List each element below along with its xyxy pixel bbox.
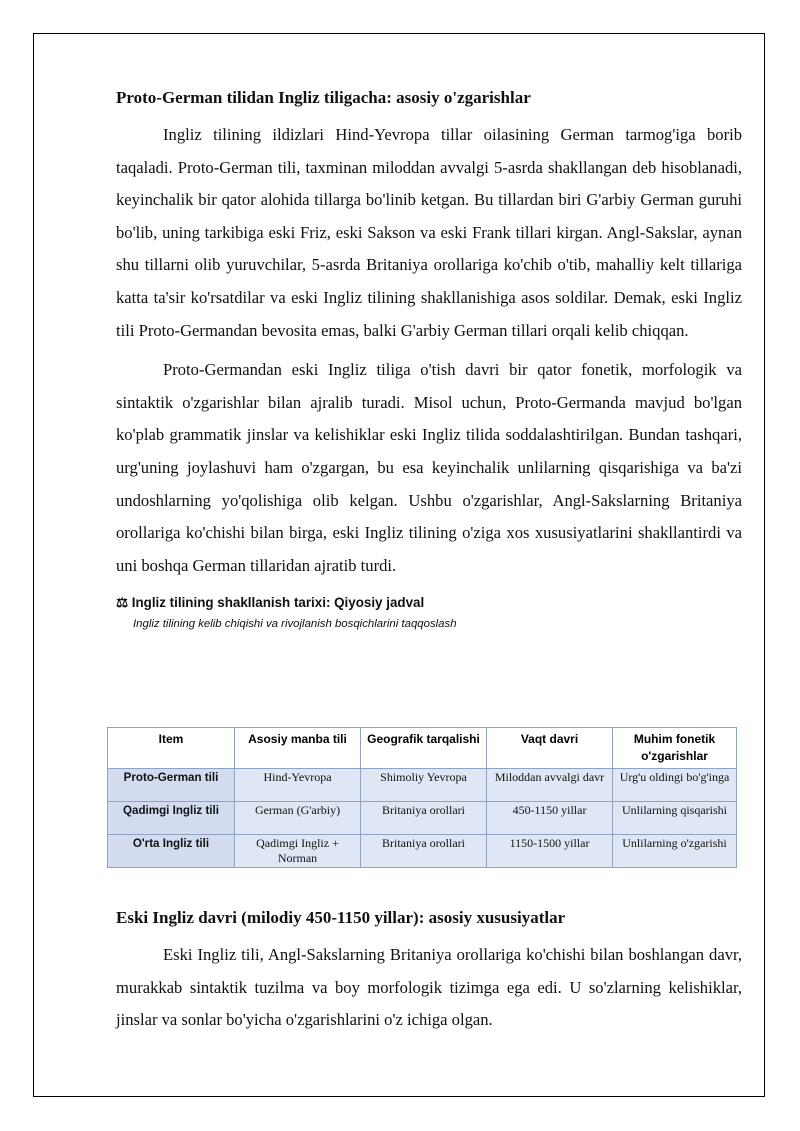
- table-header-cell: Asosiy manba tili: [235, 728, 361, 769]
- table-cell: Miloddan avvalgi davr: [487, 769, 613, 802]
- section-1: [116, 85, 742, 632]
- table-cell: Britaniya orollari: [361, 835, 487, 868]
- section-1-paragraph-1: Ingliz tilining ildizlari Hind-Yevropa tillar oilasining German tarmog'iga borib taqaladi. Proto-German tili, taxminan miloddan avvalgi 5-asrda shakllangan deb hisoblanadi, keyinchalik bir qator alohida tillarga bo'linib ketgan. Bu tillardan biri G'arbiy German guruhi bo'lib, uning tarkibiga eski Friz, eski Sakson va eski Frank tillari kirgan. Angl-Sakslar, aynan shu tillarni olib yuruvchilar, 5-asrda Britaniya orollariga ko'chib o'tib, mahalliy kelt tillariga katta ta'sir ko'rsatdilar va eski Ingliz tilining shakllanishiga asos soldilar. Demak, eski Ingliz tili Proto-Germandan bevosita emas, balki G'arbiy German tillari orqali kelib chiqqan.: [116, 125, 742, 340]
- table-header-cell: Muhim fonetik o'zgarishlar: [613, 728, 737, 769]
- table-cell: Shimoliy Yevropa: [361, 769, 487, 802]
- table-cell: Unlilarning o'zgarishi: [613, 835, 737, 868]
- comparison-table: [107, 727, 737, 868]
- section-2-paragraph-1: Eski Ingliz tili, Angl-Sakslarning Britaniya orollariga ko'chishi bilan boshlangan davr, murakkab sintaktik tuzilma va boy morfologik tizimga ega edi. U so'zlarning kelishiklar, jinslar va sonlar bo'yicha o'zgarishlarini o'z ichiga olgan.: [116, 945, 742, 1030]
- table-cell: Unlilarning qisqarishi: [613, 802, 737, 835]
- table-header-cell: Item: [108, 728, 235, 769]
- table-cell: Urg'u oldingi bo'g'inga: [613, 769, 737, 802]
- table-row: [108, 802, 737, 835]
- section-2: [116, 905, 742, 1037]
- section-1-heading: Proto-German tilidan Ingliz tiligacha: asosiy o'zgarishlar: [116, 88, 531, 107]
- table-header-cell: Geografik tarqalishi: [361, 728, 487, 769]
- section-2-heading: Eski Ingliz davri (milodiy 450-1150 yillar): asosiy xususiyatlar: [116, 908, 566, 927]
- scales-icon: ⚖: [116, 595, 129, 611]
- table-row: [108, 835, 737, 868]
- table-header-cell: Vaqt davri: [487, 728, 613, 769]
- table-row: [108, 769, 737, 802]
- table-caption: [116, 594, 742, 612]
- table-caption-text: Ingliz tilining shakllanish tarixi: Qiyosiy jadval: [131, 595, 425, 611]
- table-cell: Qadimgi Ingliz + Norman: [235, 835, 361, 868]
- table-cell: 450-1150 yillar: [487, 802, 613, 835]
- table-cell: Hind-Yevropa: [235, 769, 361, 802]
- section-1-paragraph-2: Proto-Germandan eski Ingliz tiliga o'tish davri bir qator fonetik, morfologik va sintaktik o'zgarishlar bilan ajralib turadi. Misol uchun, Proto-Germanda mavjud bo'lgan ko'plab grammatik jinslar va kelishiklar eski Ingliz tilida soddalashtirilgan. Bundan tashqari, urg'uning joylashuvi ham o'zgargan, bu esa keyinchalik unlilarning qisqarishiga va ba'zi undoshlarning yo'qolishiga olib kelgan. Ushbu o'zgarishlar, Angl-Sakslarning Britaniya orollariga ko'chishi bilan birga, eski Ingliz tilining o'ziga xos xususiyatlarini shakllantirdi va uni boshqa German tillaridan ajratib turdi.: [116, 360, 742, 575]
- table-header-row: [108, 728, 737, 769]
- table-cell: 1150-1500 yillar: [487, 835, 613, 868]
- table-cell: German (G'arbiy): [235, 802, 361, 835]
- table-cell: Britaniya orollari: [361, 802, 487, 835]
- table-row-header: Proto-German tili: [108, 769, 235, 802]
- table-subcaption: Ingliz tilining kelib chiqishi va rivojlanish bosqichlarini taqqoslash: [133, 618, 457, 631]
- table-row-header: O'rta Ingliz tili: [108, 835, 235, 868]
- table-row-header: Qadimgi Ingliz tili: [108, 802, 235, 835]
